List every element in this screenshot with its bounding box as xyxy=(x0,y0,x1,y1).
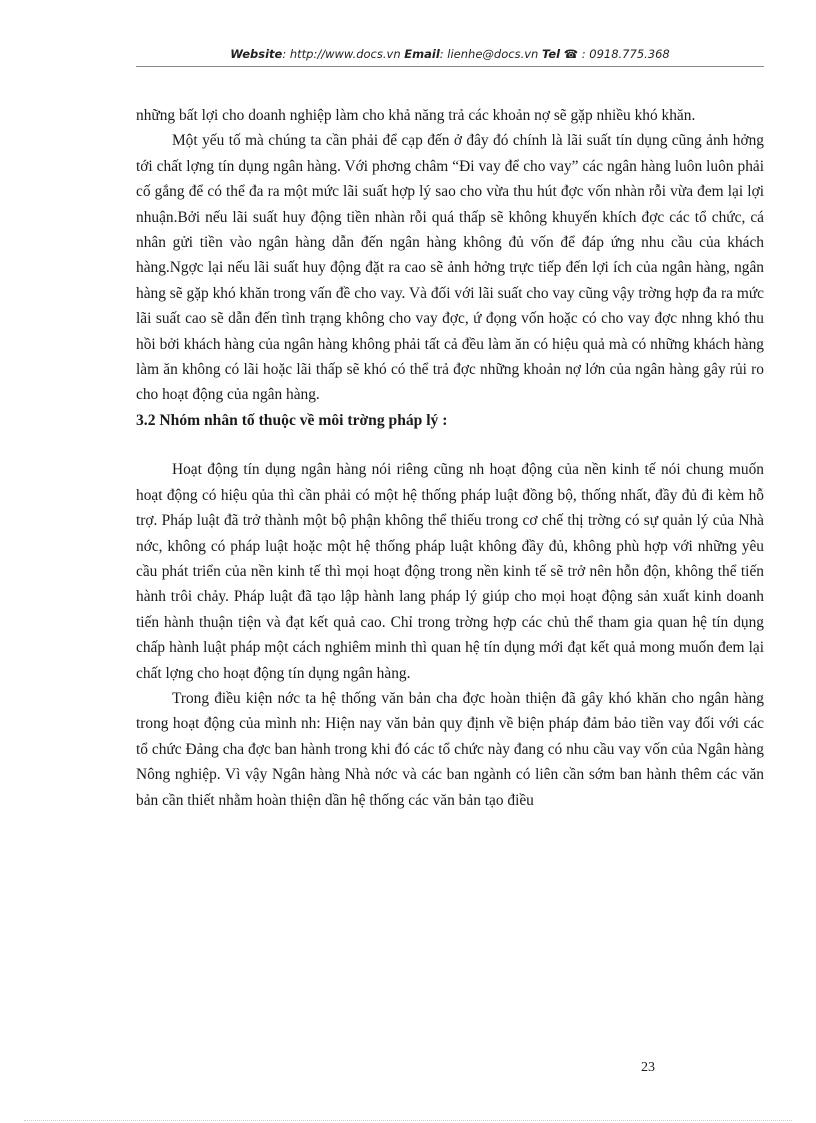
tel-value: ☎ : 0918.775.368 xyxy=(560,47,670,61)
tel-label: Tel xyxy=(541,47,561,61)
document-body xyxy=(136,103,764,813)
header-divider xyxy=(136,66,764,67)
website-value: : http://www.docs.vn xyxy=(282,47,401,61)
email-value: : lienhe@docs.vn xyxy=(439,47,539,61)
section-heading: 3.2 Nhóm nhân tố thuộc về môi trờng pháp lý : xyxy=(136,411,448,429)
page-header xyxy=(136,47,764,61)
paragraph-legal-environment: Hoạt động tín dụng ngân hàng nói riêng cũng nh hoạt động của nền kinh tế nói chung muốn hoạt động có hiệu qủa thì cần phải có một hệ thống pháp luật đồng bộ, thống nhất, đầy đủ đi kèm hỗ trợ. Pháp luật đã trở thành một bộ phận không thể thiếu trong cơ chế thị trờng có sự quản lý của Nhà nớc, không có pháp luật hoặc một hệ thống pháp luật không đầy đủ, không phù hợp với những yêu cầu phát triển của nền kinh tế thì mọi hoạt động trong nền kinh tế sẽ trở nên hỗn độn, không thể tiến hành trôi chảy. Pháp luật đã tạo lập hành lang pháp lý giúp cho mọi hoạt động sản xuất kinh doanh tiến hành thuận tiện và đạt kết quả cao. Chỉ trong trờng hợp các chủ thể tham gia quan hệ tín dụng chấp hành luật pháp một cách nghiêm minh thì quan hệ tín dụng mới đạt kết quả mong muốn đem lại chất lợng cho hoạt động tín dụng ngân hàng. xyxy=(136,461,764,682)
footer-divider xyxy=(24,1120,792,1121)
paragraph-legal-documents: Trong điều kiện nớc ta hệ thống văn bản cha đợc hoàn thiện đã gây khó khăn cho ngân hàng trong hoạt động của mình nh: Hiện nay văn bản quy định về biện pháp đảm bảo tiền vay đối với các tổ chức Đảng cha đợc ban hành trong khi đó các tổ chức này đang có nhu cầu vay vốn của Ngân hàng Nông nghiệp. Vì vậy Ngân hàng Nhà nớc và các ban ngành có liên cần sớm ban hành thêm các văn bản cần thiết nhằm hoàn thiện dần hệ thống các văn bản tạo điều xyxy=(136,689,764,809)
website-label: Website xyxy=(230,47,283,61)
email-label: Email xyxy=(404,47,440,61)
paragraph-interest-rate: Một yếu tố mà chúng ta cần phải để cạp đến ở đây đó chính là lãi suất tín dụng cũng ảnh hởng tới chất lợng tín dụng ngân hàng. Với phơng châm “Đi vay để cho vay” các ngân hàng luôn luôn phải cố gắng để có thể đa ra một mức lãi suất hợp lý sao cho vừa thu hút đợc vốn nhàn rỗi vừa đem lại lợi nhuận.Bởi nếu lãi suất huy động tiền nhàn rỗi quá thấp sẽ không khuyến khích đợc các tổ chức, cá nhân gửi tiền vào ngân hàng dẫn đến ngân hàng không đủ vốn để đáp ứng nhu cầu của khách hàng.Ngợc lại nếu lãi suất huy động đặt ra cao sẽ ảnh hởng trực tiếp đến lợi ích của ngân hàng, ngân hàng sẽ gặp khó khăn trong vấn đề cho vay. Và đối với lãi suất cho vay cũng vậy trờng hợp đa ra mức lãi suất cao sẽ dẫn đến tình trạng không cho vay đợc, ứ đọng vốn hoặc có cho vay đợc nhng khó thu hồi bởi khách hàng của ngân hàng không phải tất cả đều làm ăn có hiệu quả mà có những khách hàng làm ăn không có lãi hoặc lãi thấp sẽ khó có thể trả đợc những khoản nợ lớn của ngân hàng gây rủi ro cho hoạt động của ngân hàng. xyxy=(136,132,764,404)
page-number: 23 xyxy=(641,1060,655,1075)
paragraph-continuation: những bất lợi cho doanh nghiệp làm cho khả năng trả các khoản nợ sẽ gặp nhiều khó khăn. xyxy=(136,107,696,124)
